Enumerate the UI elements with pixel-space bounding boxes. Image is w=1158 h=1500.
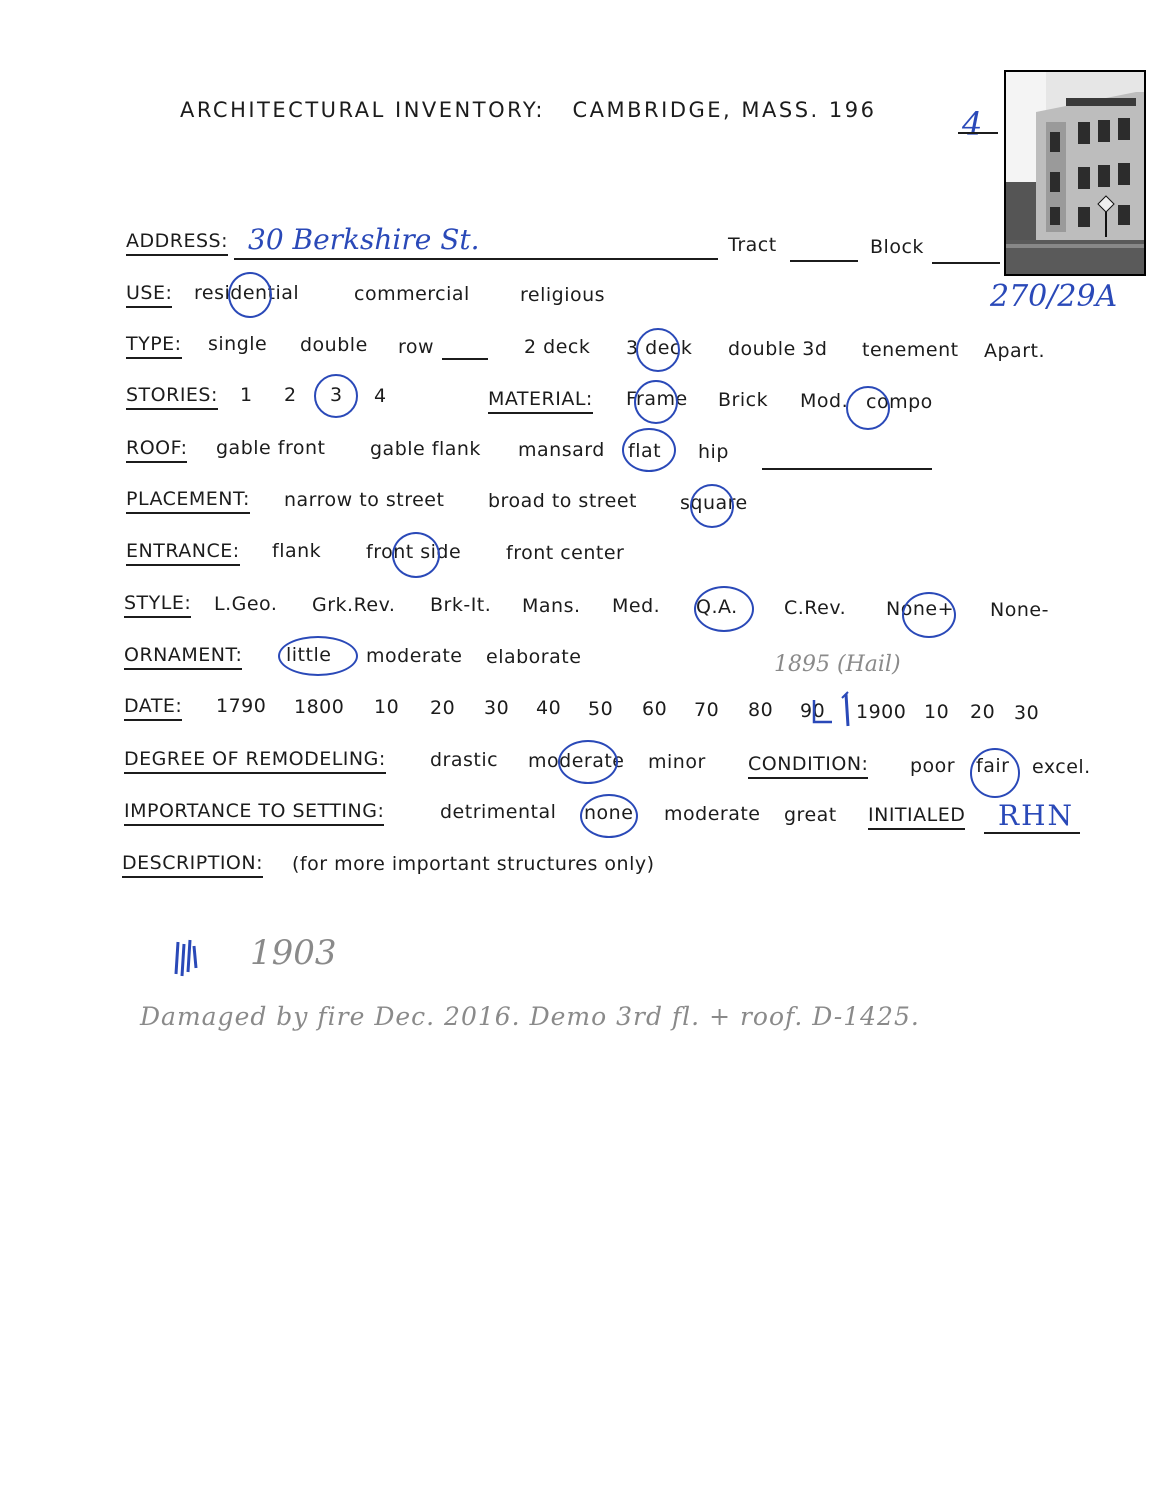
style-option-none-plus: None+ [886, 598, 954, 620]
type-option-apart: Apart. [984, 340, 1046, 362]
style-option-q-a: Q.A. [696, 596, 738, 618]
initialed-label: INITIALED [868, 806, 965, 830]
ornament-option-little: little [286, 644, 332, 666]
year-digit: 4 [962, 105, 983, 143]
circle-mark-little [278, 636, 358, 676]
ornament-option-elaborate: elaborate [486, 646, 582, 668]
date-option-50: 50 [588, 698, 614, 720]
date-option-30: 30 [484, 697, 510, 719]
date-option-70: 70 [694, 699, 720, 721]
stories-label: STORIES: [126, 386, 218, 410]
material-label: MATERIAL: [488, 390, 593, 414]
building-photo-image [1006, 72, 1144, 274]
type-option-double-3d: double 3d [728, 338, 828, 360]
year-rule [958, 132, 998, 134]
use-label: USE: [126, 284, 172, 308]
handwritten-year: 1903 [250, 933, 337, 973]
ornament-option-moderate: moderate [366, 645, 463, 667]
entrance-option-front-side: front side [366, 541, 462, 563]
importance-option-moderate: moderate [664, 803, 761, 825]
type-option-3-deck: 3 deck [626, 337, 693, 359]
tract-rule [790, 260, 858, 262]
blue-scribble-mark [172, 938, 202, 978]
placement-label: PLACEMENT: [126, 490, 250, 514]
material-option-compo: compo [866, 391, 933, 413]
style-option-grk-rev: Grk.Rev. [312, 594, 396, 616]
building-photo [1004, 70, 1146, 276]
form-title: ARCHITECTURAL INVENTORY: CAMBRIDGE, MASS. 196 [180, 98, 877, 122]
stories-option-2: 2 [284, 384, 297, 406]
condition-option-poor: poor [910, 755, 956, 777]
roof-blank-rule [762, 468, 932, 470]
stories-option-3: 3 [330, 384, 343, 406]
entrance-option-flank: flank [272, 540, 322, 562]
entrance-label: ENTRANCE: [126, 542, 240, 566]
style-option-l-geo: L.Geo. [214, 593, 278, 615]
importance-label: IMPORTANCE TO SETTING: [124, 802, 384, 826]
style-label: STYLE: [124, 594, 191, 618]
roof-option-gable-front: gable front [216, 437, 326, 459]
style-option-none-minus: None- [990, 599, 1049, 621]
circle-mark-frame [634, 380, 678, 424]
remodeling-option-drastic: drastic [430, 749, 499, 771]
date-option-30b: 30 [1014, 702, 1040, 724]
roof-option-gable-flank: gable flank [370, 438, 481, 460]
type-option-tenement: tenement [862, 339, 959, 361]
roof-option-mansard: mansard [518, 439, 605, 461]
circle-mark-3-deck [636, 328, 680, 372]
roof-option-hip: hip [698, 441, 729, 463]
handwritten-fire-note: Damaged by fire Dec. 2016. Demo 3rd fl. + roof. D-1425. [140, 1002, 920, 1031]
condition-option-excel: excel. [1032, 756, 1091, 778]
use-option-religious: religious [520, 284, 606, 306]
address-rule [234, 258, 718, 260]
style-option-brk-it: Brk-It. [430, 594, 492, 616]
style-option-mans: Mans. [522, 595, 581, 617]
stories-option-4: 4 [374, 385, 387, 407]
circle-mark-3-stories [314, 374, 358, 418]
use-option-commercial: commercial [354, 283, 470, 305]
date-option-90: 90 [800, 700, 826, 722]
importance-option-great: great [784, 804, 837, 826]
description-label: DESCRIPTION: [122, 854, 263, 878]
date-option-1800: 1800 [294, 696, 345, 718]
date-label: DATE: [124, 697, 182, 721]
style-option-c-rev: C.Rev. [784, 597, 847, 619]
condition-option-fair: fair [976, 755, 1010, 777]
description-note: (for more important structures only) [292, 853, 655, 875]
material-option-mod: Mod. [800, 390, 849, 412]
type-label: TYPE: [126, 335, 182, 359]
condition-label: CONDITION: [748, 755, 868, 779]
circle-mark-residential [228, 272, 272, 318]
date-bracket-mark [806, 690, 866, 736]
circle-mark-fair [970, 748, 1020, 798]
stories-option-1: 1 [240, 384, 253, 406]
initialed-rule [984, 832, 1080, 834]
type-option-row: row [398, 336, 435, 358]
address-value: 30 Berkshire St. [248, 223, 480, 256]
remodeling-option-moderate: moderate [528, 750, 625, 772]
material-option-brick: Brick [718, 389, 769, 411]
circle-mark-square [690, 484, 734, 528]
remodeling-label: DEGREE OF REMODELING: [124, 750, 386, 774]
importance-option-none: none [584, 802, 634, 824]
date-option-40: 40 [536, 697, 562, 719]
style-option-med: Med. [612, 595, 661, 617]
date-option-10: 10 [374, 696, 400, 718]
circle-mark-front-side [392, 532, 440, 578]
placement-option-square: square [680, 492, 748, 514]
placement-option-broad: broad to street [488, 490, 638, 512]
date-option-1900: 1900 [856, 701, 907, 723]
circle-mark-q-a [694, 586, 754, 632]
ornament-label: ORNAMENT: [124, 646, 242, 670]
circle-mark-none [580, 794, 638, 838]
date-option-80: 80 [748, 699, 774, 721]
type-row-rule [442, 358, 488, 360]
date-option-20: 20 [430, 697, 456, 719]
circle-mark-flat [622, 428, 676, 472]
type-option-double: double [300, 334, 368, 356]
entrance-option-front-center: front center [506, 542, 625, 564]
date-option-1790: 1790 [216, 695, 267, 717]
circle-mark-none-plus [902, 592, 956, 638]
type-option-single: single [208, 333, 268, 355]
date-option-10b: 10 [924, 701, 950, 723]
importance-option-detrimental: detrimental [440, 801, 557, 823]
date-option-20b: 20 [970, 701, 996, 723]
circle-mark-compo [846, 386, 890, 430]
initialed-value: RHN [998, 799, 1074, 832]
circle-mark-moderate-remodeling [558, 740, 618, 784]
remodeling-option-minor: minor [648, 751, 706, 773]
date-option-60: 60 [642, 698, 668, 720]
block-label: Block [870, 236, 924, 258]
block-rule [932, 262, 1000, 264]
material-option-frame: Frame [626, 388, 688, 410]
use-option-residential: residential [194, 282, 300, 304]
date-annotation: 1895 (Hail) [774, 652, 901, 677]
type-option-2-deck: 2 deck [524, 336, 591, 358]
tract-label: Tract [728, 234, 777, 256]
address-label: ADDRESS: [126, 232, 228, 256]
placement-option-narrow: narrow to street [284, 489, 445, 511]
roof-label: ROOF: [126, 439, 187, 463]
roof-option-flat: flat [628, 440, 662, 462]
parcel-ref: 270/29A [990, 279, 1118, 314]
